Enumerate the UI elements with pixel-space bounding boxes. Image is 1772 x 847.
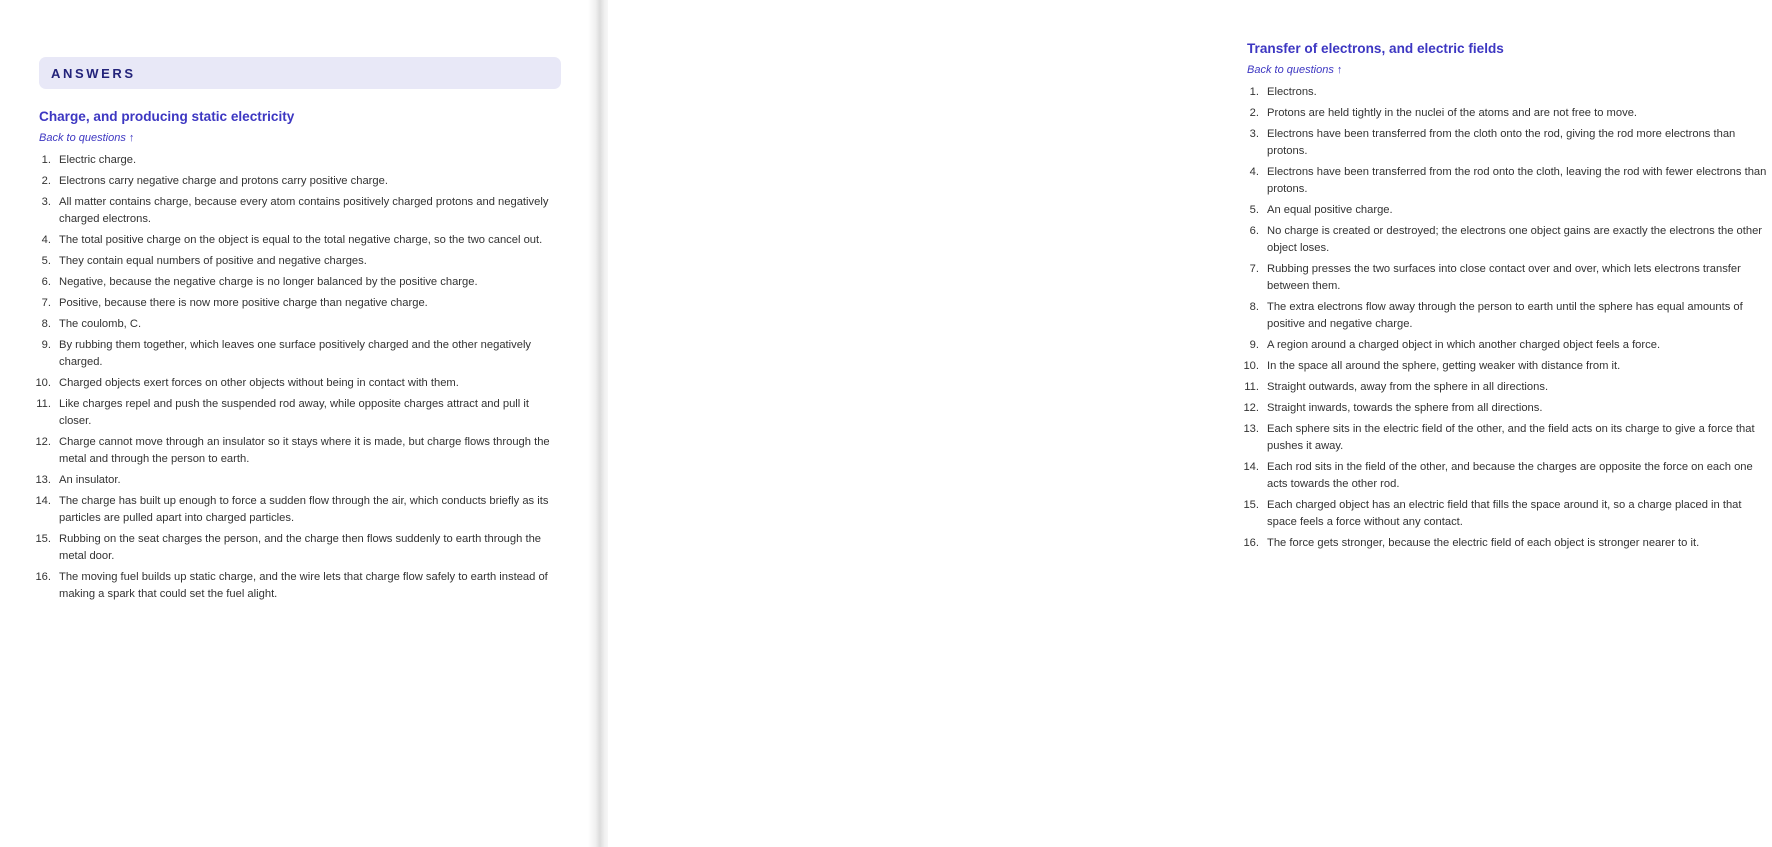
answer-text: They contain equal numbers of positive and negative charges.	[59, 255, 367, 267]
answer-number: 7.	[41, 297, 51, 309]
answer-number: 4.	[41, 234, 51, 246]
answers-banner: ANSWERS	[39, 57, 561, 89]
section-electron-transfer	[1243, 40, 1772, 556]
answer-text: Positive, because there is now more positive charge than negative charge.	[59, 297, 428, 309]
answer-number: 11.	[36, 398, 51, 410]
answer-text: Straight inwards, towards the sphere from all directions.	[1267, 402, 1543, 414]
answer-item	[1247, 164, 1772, 198]
answer-number: 1.	[1249, 86, 1259, 98]
answer-number: 5.	[1249, 204, 1259, 216]
answer-number: 10.	[35, 377, 51, 389]
back-link-label: Back to questions	[1247, 64, 1334, 76]
answer-number: 16.	[35, 571, 51, 583]
answer-number: 2.	[1249, 107, 1259, 119]
answer-text: By rubbing them together, which leaves one surface positively charged and the other negatively charged.	[59, 339, 532, 368]
answer-item	[1243, 459, 1772, 493]
answer-item	[39, 274, 559, 291]
answer-text: The total positive charge on the object is equal to the total negative charge, so the two cancel out.	[59, 234, 543, 246]
answer-item	[1243, 421, 1772, 455]
answer-item	[1247, 202, 1772, 219]
answer-item	[1247, 126, 1772, 160]
back-link-label: Back to questions	[39, 132, 126, 144]
answer-number: 8.	[1249, 301, 1259, 313]
arrow-up-icon: ↑	[128, 132, 135, 144]
answer-number: 10.	[1243, 360, 1259, 372]
answer-list	[1243, 84, 1772, 552]
answer-number: 16.	[1243, 537, 1259, 549]
answer-item	[35, 569, 559, 603]
answer-item	[1247, 261, 1772, 295]
answer-number: 15.	[1243, 499, 1259, 511]
right-page	[608, 0, 1767, 847]
section-title: Transfer of electrons, and electric fields	[1247, 41, 1504, 56]
answer-text: Charge cannot move through an insulator so it stays where it is made, but charge flows through the metal and through the person to earth.	[59, 436, 550, 465]
answer-item	[1244, 379, 1772, 396]
answer-text: Electrons have been transferred from the rod onto the cloth, leaving the rod with fewer electrons than protons.	[1267, 166, 1767, 195]
answer-text: Each rod sits in the field of the other, and because the charges are opposite the force on each one acts towards the other rod.	[1267, 461, 1753, 490]
answer-number: 14.	[35, 495, 51, 507]
answer-number: 6.	[41, 276, 51, 288]
back-to-questions-link[interactable]	[1247, 63, 1342, 77]
answer-number: 7.	[1249, 263, 1259, 275]
answer-item	[1243, 497, 1772, 531]
answer-text: No charge is created or destroyed; the electrons one object gains are exactly the electrons the other object loses.	[1267, 225, 1763, 254]
answer-text: A region around a charged object in which another charged object feels a force.	[1267, 339, 1661, 351]
answer-item	[39, 232, 559, 249]
answer-item	[1247, 299, 1772, 333]
answer-text: All matter contains charge, because every atom contains positively charged protons and negatively charged electrons.	[59, 196, 549, 225]
answer-item	[39, 173, 559, 190]
answer-text: Negative, because the negative charge is no longer balanced by the positive charge.	[59, 276, 478, 288]
answer-text: Rubbing presses the two surfaces into close contact over and over, which lets electrons transfer between them.	[1267, 263, 1741, 292]
answer-item	[1247, 84, 1772, 101]
answer-text: Electrons carry negative charge and protons carry positive charge.	[59, 175, 388, 187]
answer-item	[1243, 358, 1772, 375]
answer-text: Like charges repel and push the suspended rod away, while opposite charges attract and pull it closer.	[59, 398, 529, 427]
answer-text: The extra electrons flow away through the person to earth until the sphere has equal amounts of positive and negative charge.	[1267, 301, 1743, 330]
answer-number: 3.	[41, 196, 51, 208]
answer-number: 5.	[41, 255, 51, 267]
answer-item	[39, 295, 559, 312]
answer-number: 12.	[1243, 402, 1259, 414]
answer-item	[39, 253, 559, 270]
answer-text: Electric charge.	[59, 154, 137, 166]
answer-number: 3.	[1249, 128, 1259, 140]
arrow-up-icon: ↑	[1336, 64, 1343, 76]
answer-number: 2.	[41, 175, 51, 187]
answer-text: Electrons.	[1267, 86, 1317, 98]
answer-text: The coulomb, C.	[59, 318, 142, 330]
answer-number: 8.	[41, 318, 51, 330]
back-to-questions-link[interactable]	[39, 131, 134, 145]
answer-text: An insulator.	[59, 474, 121, 486]
answer-item	[39, 152, 559, 169]
section-title: Charge, and producing static electricity	[39, 109, 295, 124]
answer-text: Charged objects exert forces on other objects without being in contact with them.	[59, 377, 459, 389]
answer-item	[35, 531, 559, 565]
answer-item	[1243, 535, 1772, 552]
answer-item	[39, 316, 559, 333]
answer-text: Electrons have been transferred from the cloth onto the rod, giving the rod more electrons than protons.	[1267, 128, 1736, 157]
answer-number: 14.	[1243, 461, 1259, 473]
answer-text: In the space all around the sphere, getting weaker with distance from it.	[1267, 360, 1621, 372]
answer-number: 9.	[1249, 339, 1259, 351]
answer-text: The moving fuel builds up static charge, and the wire lets that charge flow safely to earth instead of making a spark that could set the fuel alight.	[59, 571, 548, 600]
answer-number: 13.	[1243, 423, 1259, 435]
answer-item	[39, 337, 559, 371]
answer-item	[1247, 223, 1772, 257]
answer-item	[35, 434, 559, 468]
answer-text: Rubbing on the seat charges the person, and the charge then flows suddenly to earth through the metal door.	[59, 533, 542, 562]
answer-item	[1243, 400, 1772, 417]
section-charge-static	[35, 108, 559, 607]
answer-text: An equal positive charge.	[1267, 204, 1393, 216]
answer-number: 15.	[35, 533, 51, 545]
left-page	[0, 0, 592, 847]
answer-text: The force gets stronger, because the electric field of each object is stronger nearer to it.	[1267, 537, 1700, 549]
answer-number: 11.	[1244, 381, 1259, 393]
answer-number: 6.	[1249, 225, 1259, 237]
answer-item	[35, 472, 559, 489]
answer-text: Protons are held tightly in the nuclei of the atoms and are not free to move.	[1267, 107, 1638, 119]
answer-number: 1.	[41, 154, 51, 166]
answer-number: 13.	[35, 474, 51, 486]
answer-item	[1247, 337, 1772, 354]
answer-number: 12.	[35, 436, 51, 448]
answer-text: Each charged object has an electric field that fills the space around it, so a charge placed in that space feels a force without any contact.	[1267, 499, 1742, 528]
answer-text: Each sphere sits in the electric field of the other, and the field acts on its charge to give a force that pushes it away.	[1267, 423, 1755, 452]
answer-text: Straight outwards, away from the sphere in all directions.	[1267, 381, 1549, 393]
answer-number: 9.	[41, 339, 51, 351]
answer-number: 4.	[1249, 166, 1259, 178]
answer-item	[35, 375, 559, 392]
answer-list	[35, 152, 559, 603]
answer-item	[36, 396, 559, 430]
answer-item	[35, 493, 559, 527]
answer-item	[39, 194, 559, 228]
answer-text: The charge has built up enough to force a sudden flow through the air, which conducts briefly as its particles are pulled apart into charged particles.	[59, 495, 549, 524]
answer-item	[1247, 105, 1772, 122]
